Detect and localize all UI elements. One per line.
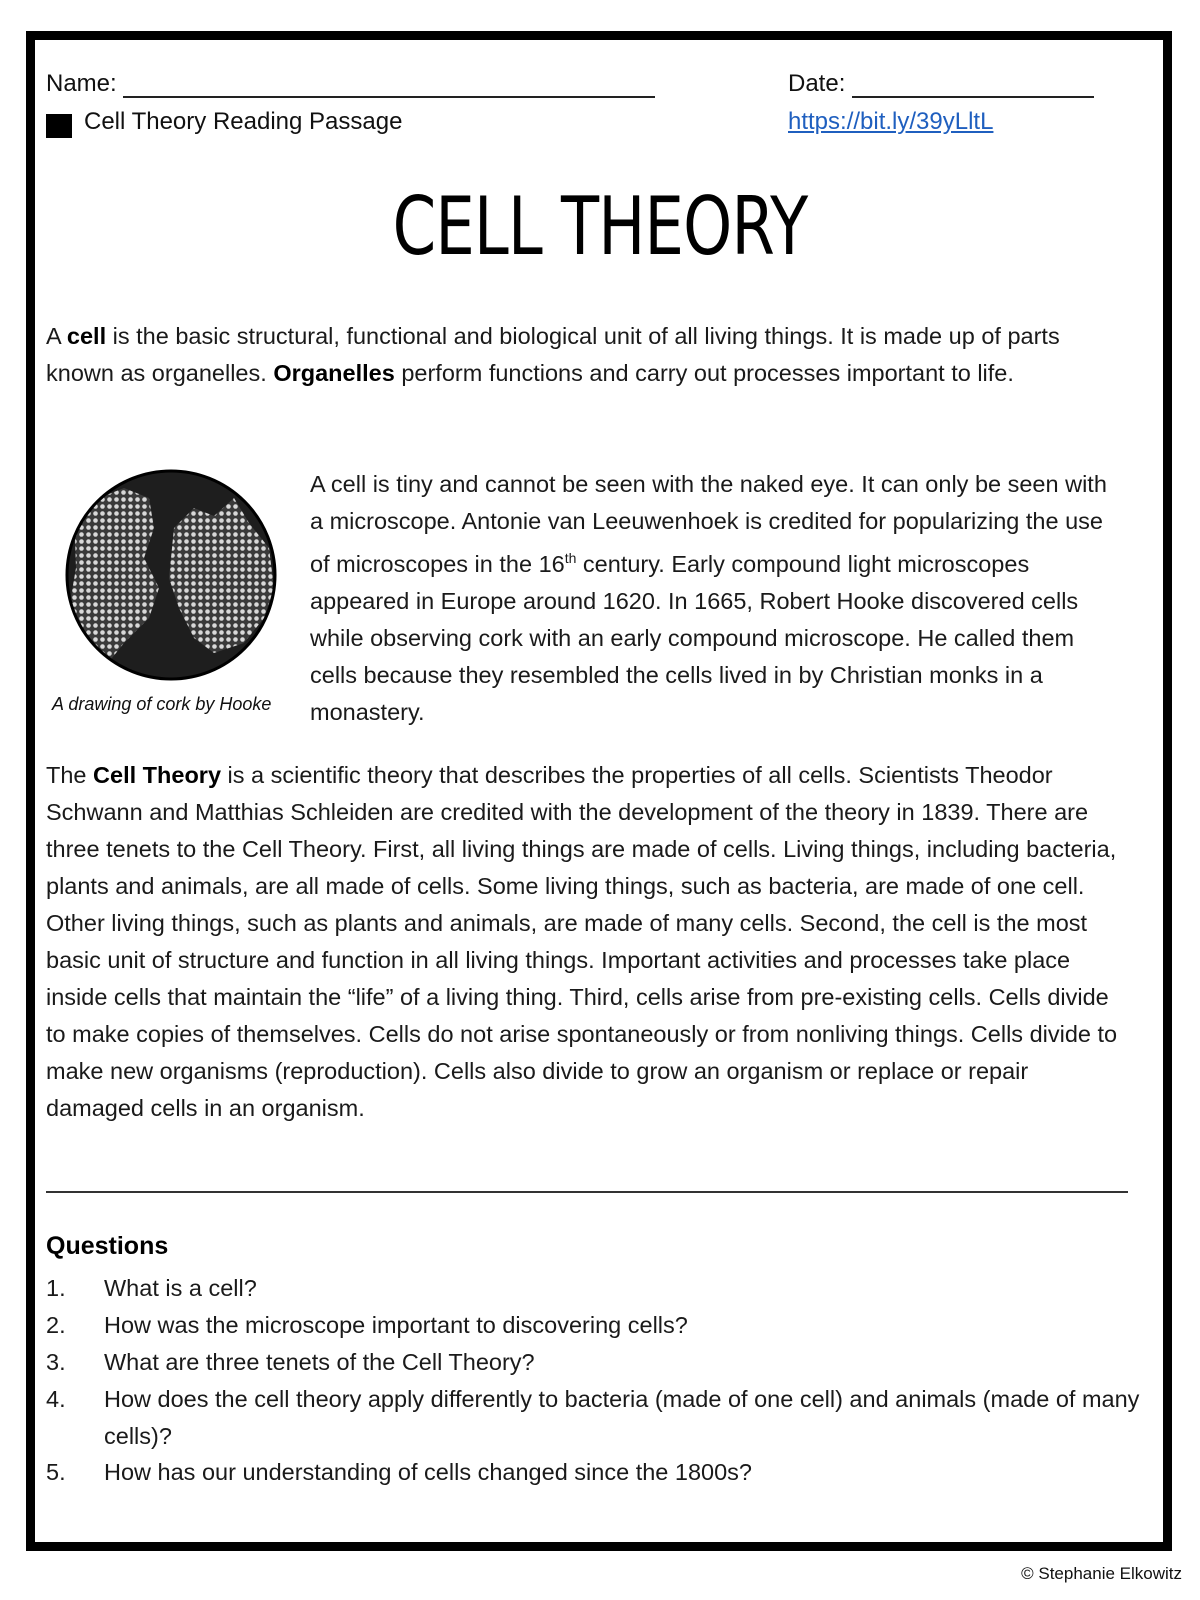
question-text: What is a cell?	[104, 1275, 257, 1301]
cork-drawing-image	[64, 468, 278, 682]
name-label: Name:	[46, 70, 117, 97]
questions-heading: Questions	[46, 1232, 169, 1260]
intro-paragraph: A cell is the basic structural, functional and biological unit of all living things. It is made up of parts known as organelles. Organelles perform functions and carry out processes important to life.	[46, 323, 1060, 386]
question-number: 3.	[46, 1349, 66, 1375]
superscript-th: th	[564, 550, 577, 566]
page-title: CELL THEORY	[392, 180, 808, 273]
microscope-paragraph: A cell is tiny and cannot be seen with the naked eye. It can only be seen with a microscope. Antonie van Leeuwenhoek is credited for popularizing the use of microscopes in the 16th century. Early compound light microscopes appeared in Europe around 1620. In 1665, Robert Hooke discovered cells while observing cork with an early compound microscope. He called them cells because they resembled the cells lived in by Christian monks in a monastery.	[310, 471, 1107, 725]
question-text: How was the microscope important to discovering cells?	[104, 1312, 688, 1338]
date-field[interactable]	[788, 70, 1094, 98]
resource-link[interactable]: https://bit.ly/39yLltL	[788, 108, 994, 135]
question-number: 5.	[46, 1459, 66, 1485]
question-number: 1.	[46, 1275, 66, 1301]
figure-caption: A drawing of cork by Hooke	[52, 694, 272, 714]
date-blank-line[interactable]	[852, 72, 1094, 98]
square-bullet-icon	[46, 114, 72, 138]
subtitle: Cell Theory Reading Passage	[84, 108, 403, 135]
name-field[interactable]	[46, 70, 655, 98]
copyright-notice: © Stephanie Elkowitz	[1021, 1564, 1182, 1583]
term-cell: cell	[66, 323, 107, 349]
divider-line	[46, 1191, 1128, 1193]
question-text: What are three tenets of the Cell Theory?	[104, 1349, 535, 1375]
date-label: Date:	[788, 70, 846, 97]
name-blank-line[interactable]	[123, 72, 655, 98]
cell-theory-paragraph: The Cell Theory is a scientific theory that describes the properties of all cells. Scientists Theodor Schwann and Matthias Schleiden are credited with the development of the theory in 1839. There are three tenets to the Cell Theory. First, all living things are made of cells. Living things, including bacteria, plants and animals, are all made of cells. Some living things, such as bacteria, are made of one cell. Other living things, such as plants and animals, are made of many cells. Second, the cell is the most basic unit of structure and function in all living things. Important activities and processes take place inside cells that maintain the “life” of a living thing. Third, cells arise from pre-existing cells. Cells divide to make copies of themselves. Cells do not arise spontaneously or from nonliving things. Cells divide to make new organisms (reproduction). Cells also divide to grow an organism or replace or repair damaged cells in an organism.	[46, 762, 1118, 1121]
term-organelles: Organelles	[273, 360, 395, 386]
question-number: 2.	[46, 1312, 66, 1338]
question-text: How does the cell theory apply differently to bacteria (made of one cell) and animals (made of many cells)?	[104, 1386, 1140, 1449]
term-cell-theory: Cell Theory	[93, 762, 222, 788]
question-number: 4.	[46, 1386, 66, 1412]
question-text: How has our understanding of cells changed since the 1800s?	[104, 1459, 752, 1485]
